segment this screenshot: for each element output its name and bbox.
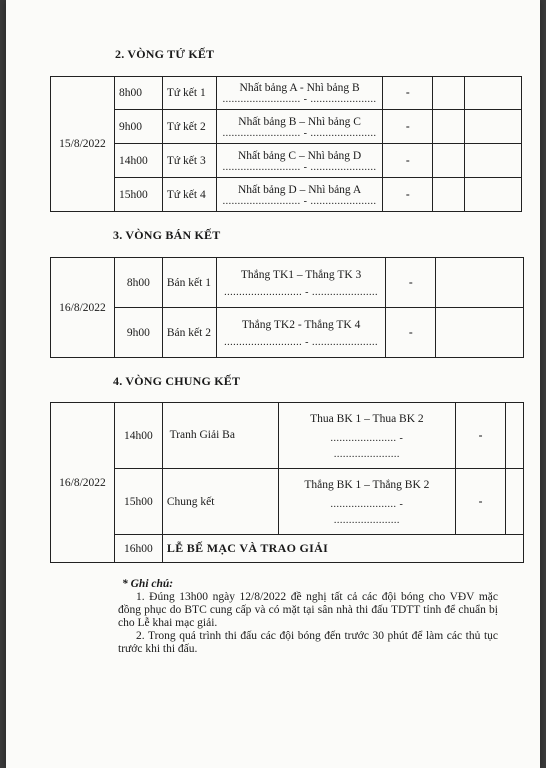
match-time: 14h00 — [114, 144, 162, 178]
match-round: Tứ kết 3 — [162, 144, 216, 178]
table-row — [51, 403, 524, 469]
match-label: Thắng BK 1 – Thắng BK 2 — [304, 478, 430, 491]
match-teams — [216, 178, 383, 212]
table-row — [51, 258, 524, 308]
score-blank: .......................... - ...................... — [224, 336, 379, 348]
match-time: 9h00 — [114, 110, 162, 144]
notes-block — [118, 578, 498, 656]
match-time: 15h00 — [114, 469, 162, 535]
closing-time: 16h00 — [114, 535, 162, 563]
match-label: Thắng TK1 – Thắng TK 3 — [240, 268, 362, 281]
empty-cell — [505, 469, 523, 535]
match-result: - — [456, 403, 506, 469]
match-time: 14h00 — [114, 403, 162, 469]
note-item-2: 2. Trong quá trình thi đấu các đội bóng đến trước 30 phút để làm các thủ tục trước khi thi đấu. — [118, 630, 498, 655]
match-label: Thắng TK2 - Thắng TK 4 — [241, 318, 361, 331]
match-result: - — [386, 308, 436, 358]
score-blank-line2: ...................... — [333, 448, 400, 460]
match-round: Tứ kết 4 — [162, 178, 216, 212]
empty-cell — [433, 144, 465, 178]
match-round: Chung kết — [162, 469, 278, 535]
match-result: - — [386, 258, 436, 308]
empty-cell — [465, 77, 522, 110]
empty-cell — [465, 178, 522, 212]
document-page — [6, 0, 540, 768]
match-round: Bán kết 2 — [162, 308, 216, 358]
empty-cell — [465, 110, 522, 144]
match-time: 8h00 — [114, 258, 162, 308]
closing-ceremony-row — [51, 535, 524, 563]
match-date: 16/8/2022 — [51, 403, 115, 563]
match-teams — [216, 77, 383, 110]
match-label: Nhất bảng D – Nhì bảng A — [237, 183, 362, 196]
match-round: Tứ kết 1 — [162, 77, 216, 110]
empty-cell — [465, 144, 522, 178]
match-time: 9h00 — [114, 308, 162, 358]
match-result: - — [383, 144, 433, 178]
match-result: - — [383, 77, 433, 110]
quarter-final-heading: 2. VÒNG TỨ KẾT — [115, 47, 215, 61]
table-row — [51, 110, 522, 144]
score-blank: .......................... - ...................... — [222, 94, 377, 105]
empty-cell — [433, 178, 465, 212]
match-round: Tứ kết 2 — [162, 110, 216, 144]
score-blank-line1: ...................... - — [330, 498, 404, 510]
empty-cell — [436, 308, 524, 358]
match-time: 8h00 — [114, 77, 162, 110]
empty-cell — [433, 110, 465, 144]
match-result: - — [383, 110, 433, 144]
match-teams — [216, 258, 386, 308]
match-label: Thua BK 1 – Thua BK 2 — [310, 412, 424, 425]
quarter-final-table — [50, 76, 522, 212]
match-date: 16/8/2022 — [51, 258, 115, 358]
table-row — [51, 178, 522, 212]
match-teams — [278, 403, 456, 469]
final-table — [50, 402, 524, 563]
match-label: Nhất bảng C – Nhì bảng D — [237, 149, 362, 162]
table-row — [51, 144, 522, 178]
empty-cell — [436, 258, 524, 308]
final-heading: 4. VÒNG CHUNG KẾT — [113, 374, 241, 388]
match-teams — [216, 110, 383, 144]
match-result: - — [383, 178, 433, 212]
table-row — [51, 308, 524, 358]
empty-cell — [433, 77, 465, 110]
score-blank-line1: ...................... - — [330, 432, 404, 444]
table-row — [51, 469, 524, 535]
match-time: 15h00 — [114, 178, 162, 212]
match-round: Bán kết 1 — [162, 258, 216, 308]
match-date: 15/8/2022 — [51, 77, 115, 212]
score-blank: .......................... - ...................... — [224, 286, 379, 298]
notes-title: * Ghi chú: — [122, 578, 174, 590]
match-round: Tranh Giải Ba — [162, 403, 278, 469]
match-label: Nhất bảng B – Nhì bảng C — [238, 115, 361, 128]
match-teams — [216, 144, 383, 178]
score-blank: .......................... - ...................... — [222, 127, 377, 139]
closing-ceremony-label: LỄ BẾ MẠC VÀ TRAO GIẢI — [162, 535, 523, 563]
semi-final-heading: 3. VÒNG BÁN KẾT — [113, 228, 221, 242]
score-blank: .......................... - ...................... — [222, 195, 377, 207]
semi-final-table — [50, 257, 524, 358]
match-teams — [278, 469, 456, 535]
note-item-1: 1. Đúng 13h00 ngày 12/8/2022 đề nghị tất cả các đội bóng cho VĐV mặc đồng phục do BTC cung cấp và có mặt tại sân nhà thi đấu TDTT tỉnh để chuẩn bị cho Lễ khai mạc giải. — [118, 591, 498, 629]
table-row — [51, 77, 522, 110]
score-blank-line2: ...................... — [333, 514, 400, 526]
score-blank: .......................... - ...................... — [222, 161, 377, 173]
match-label: Nhất bảng A - Nhì bảng B — [239, 82, 360, 94]
match-result: - — [456, 469, 506, 535]
empty-cell — [505, 403, 523, 469]
match-teams — [216, 308, 386, 358]
